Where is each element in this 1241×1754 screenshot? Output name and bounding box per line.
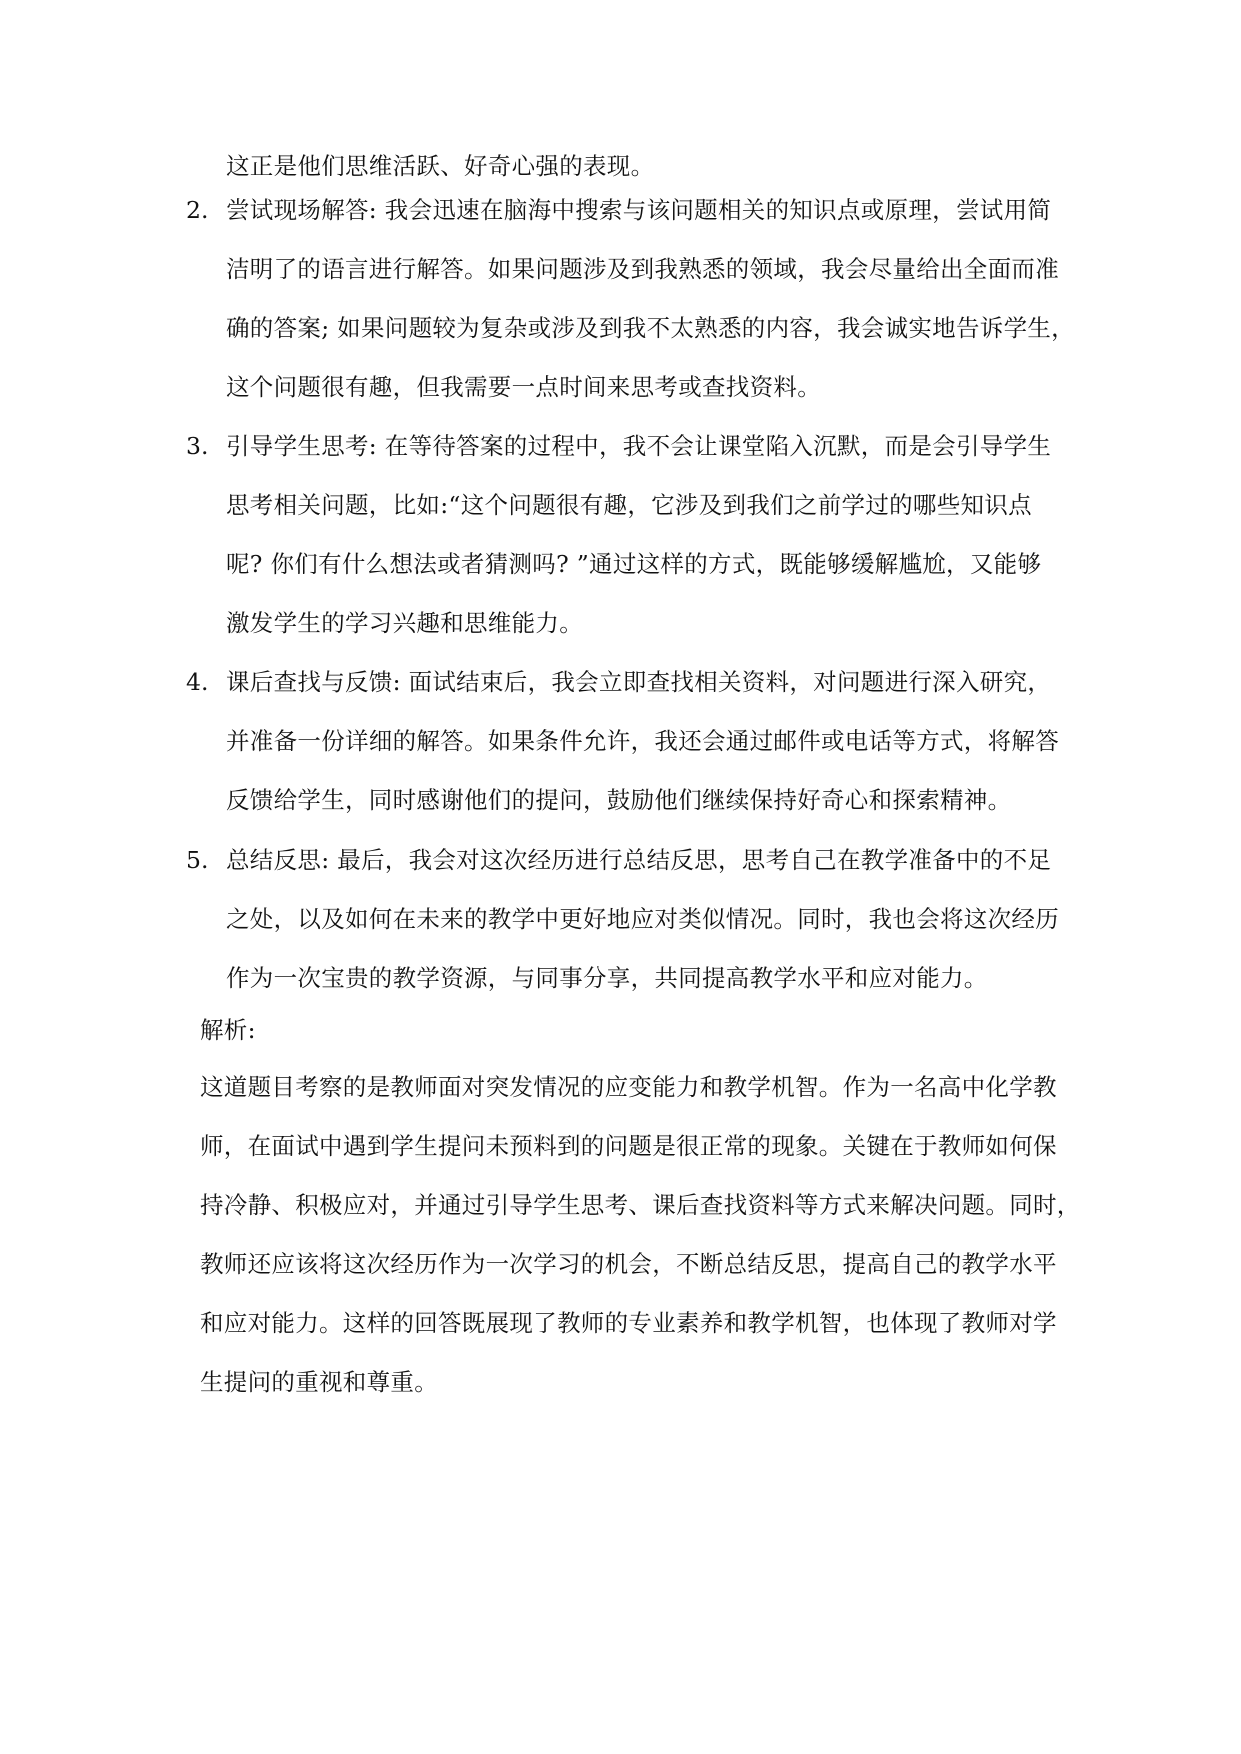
analysis-line-2: 师，在面试中遇到学生提问未预料到的问题是很正常的现象。关键在于教师如何保 (200, 1132, 1057, 1160)
item-3-number: 3. (186, 432, 209, 460)
item-2-number: 2. (186, 196, 209, 224)
intro-line: 这正是他们思维活跃、好奇心强的表现。 (226, 152, 655, 180)
item-4-line-1: 课后查找与反馈: 面试结束后，我会立即查找相关资料，对问题进行深入研究， (226, 668, 1052, 696)
item-5-line-2: 之处，以及如何在未来的教学中更好地应对类似情况。同时，我也会将这次经历 (226, 905, 1059, 933)
item-3-line-1: 引导学生思考: 在等待答案的过程中，我不会让课堂陷入沉默，而是会引导学生 (226, 432, 1052, 460)
analysis-line-4: 教师还应该将这次经历作为一次学习的机会，不断总结反思，提高自己的教学水平 (200, 1250, 1057, 1278)
item-2-line-3: 确的答案; 如果问题较为复杂或涉及到我不太熟悉的内容，我会诚实地告诉学生， (226, 314, 1075, 342)
analysis-line-5: 和应对能力。这样的回答既展现了教师的专业素养和教学机智，也体现了教师对学 (200, 1309, 1057, 1337)
item-3-line-3: 呢? 你们有什么想法或者猜测吗? ”通过这样的方式，既能够缓解尴尬，又能够 (226, 550, 1042, 578)
item-3-line-4: 激发学生的学习兴趣和思维能力。 (226, 609, 583, 637)
item-2-line-2: 洁明了的语言进行解答。如果问题涉及到我熟悉的领域，我会尽量给出全面而准 (226, 255, 1059, 283)
item-4-line-3: 反馈给学生，同时感谢他们的提问，鼓励他们继续保持好奇心和探索精神。 (226, 786, 1012, 814)
analysis-heading: 解析: (200, 1016, 256, 1044)
item-3-line-2: 思考相关问题，比如:“这个问题很有趣，它涉及到我们之前学过的哪些知识点 (226, 491, 1032, 519)
item-5-line-1: 总结反思: 最后，我会对这次经历进行总结反思，思考自己在教学准备中的不足 (226, 846, 1052, 874)
item-5-number: 5. (186, 846, 209, 874)
analysis-line-1: 这道题目考察的是教师面对突发情况的应变能力和教学机智。作为一名高中化学教 (200, 1073, 1057, 1101)
item-2-line-1: 尝试现场解答: 我会迅速在脑海中搜索与该问题相关的知识点或原理，尝试用简 (226, 196, 1052, 224)
item-4-line-2: 并准备一份详细的解答。如果条件允许，我还会通过邮件或电话等方式，将解答 (226, 727, 1059, 755)
analysis-line-6: 生提问的重视和尊重。 (200, 1368, 438, 1396)
analysis-line-3: 持冷静、积极应对，并通过引导学生思考、课后查找资料等方式来解决问题。同时， (200, 1191, 1081, 1219)
item-2-line-4: 这个问题很有趣，但我需要一点时间来思考或查找资料。 (226, 373, 821, 401)
item-4-number: 4. (186, 668, 209, 696)
item-5-line-3: 作为一次宝贵的教学资源，与同事分享，共同提高教学水平和应对能力。 (226, 964, 988, 992)
